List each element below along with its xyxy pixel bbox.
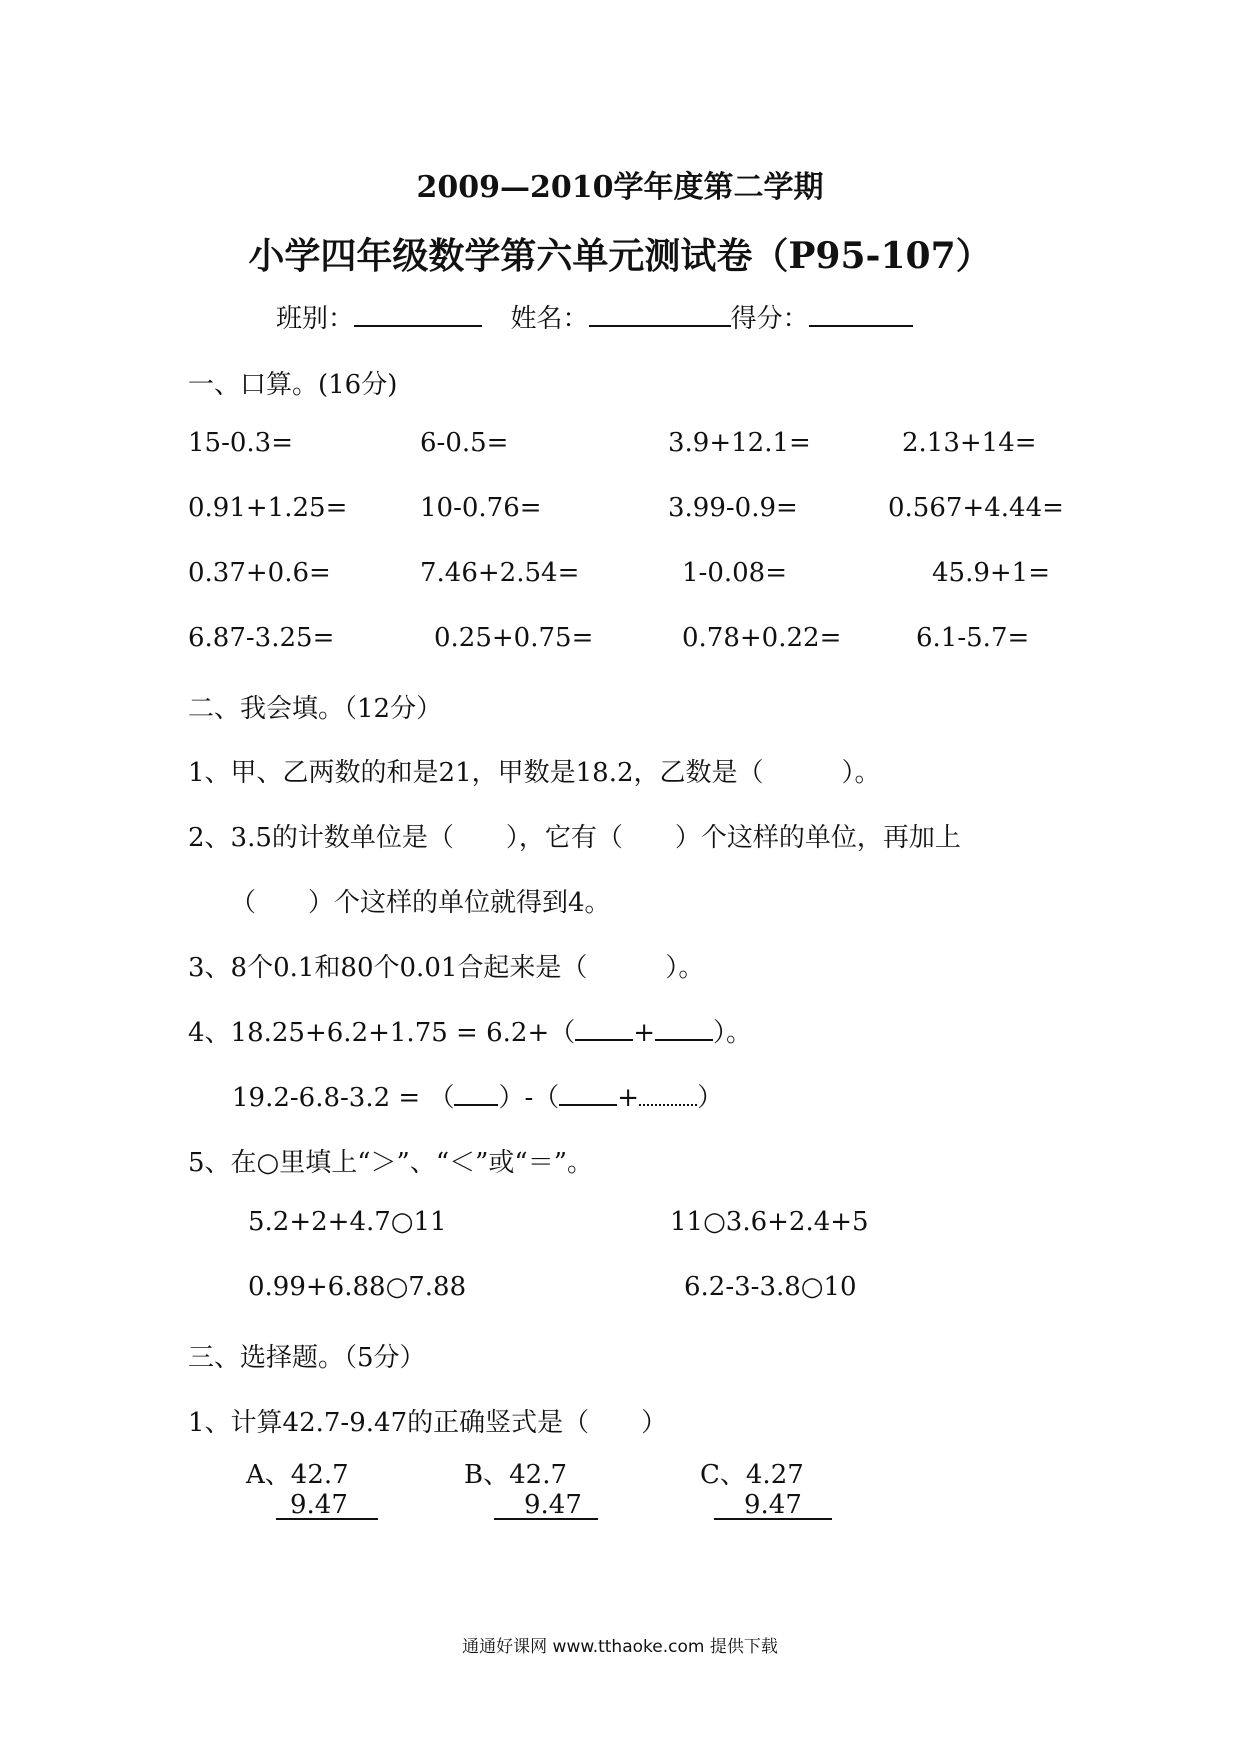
- q4-blank-1[interactable]: [575, 1013, 633, 1041]
- option-b-top: B、42.7: [464, 1460, 567, 1490]
- section1-heading: 一、口算。(16分): [188, 370, 398, 400]
- calc-item: 7.46+2.54=: [420, 558, 580, 588]
- compare-item: 6.2-3-3.8○10: [684, 1272, 857, 1302]
- q4-line2-blank-2[interactable]: [559, 1078, 617, 1106]
- calc-item: 15-0.3=: [188, 428, 294, 458]
- question-2-3: 3、8个0.1和80个0.01合起来是（ ）。: [188, 953, 705, 983]
- student-info-row: [276, 298, 913, 335]
- calc-item: 0.37+0.6=: [188, 558, 331, 588]
- calc-item: 0.25+0.75=: [434, 623, 594, 653]
- compare-item: 11○3.6+2.4+5: [670, 1207, 869, 1237]
- calc-item: 0.91+1.25=: [188, 493, 348, 523]
- footer-text: 通通好课网 www.tthaoke.com 提供下载: [462, 1637, 778, 1657]
- calc-item: 0.78+0.22=: [682, 623, 842, 653]
- compare-item: 0.99+6.88○7.88: [248, 1272, 467, 1302]
- question-2-4-line1: [188, 1012, 752, 1049]
- calc-item: 6.1-5.7=: [916, 623, 1030, 653]
- calc-item: 6.87-3.25=: [188, 623, 335, 653]
- option-a-top: A、42.7: [246, 1460, 349, 1490]
- option-b-rule: [494, 1518, 598, 1520]
- q4-blank-2[interactable]: [655, 1013, 713, 1041]
- question-3-1: 1、计算42.7-9.47的正确竖式是（ ）: [188, 1408, 668, 1438]
- q4-line2-plus: +: [617, 1083, 640, 1113]
- score-blank[interactable]: [809, 299, 913, 327]
- calc-item: 6-0.5=: [420, 428, 509, 458]
- q4-line2-suffix: ）: [697, 1083, 724, 1113]
- q4-plus: +: [633, 1018, 656, 1048]
- calc-item: 1-0.08=: [682, 558, 788, 588]
- q4-line2-blank-1[interactable]: [454, 1078, 498, 1106]
- option-b-bottom: 9.47: [524, 1490, 582, 1520]
- calc-item: 0.567+4.44=: [888, 493, 1064, 523]
- question-2-2-line1: 2、3.5的计数单位是（ ），它有（ ）个这样的单位，再加上: [188, 823, 961, 853]
- q4-line2-mid: ）-（: [498, 1083, 560, 1113]
- q4-line2-blank-3[interactable]: [639, 1078, 697, 1106]
- calc-item: 2.13+14=: [902, 428, 1037, 458]
- section3-heading: 三、选择题。（5分）: [188, 1343, 426, 1373]
- question-2-2-line2: （ ）个这样的单位就得到4。: [230, 888, 611, 918]
- section2-heading: 二、我会填。（12分）: [188, 694, 443, 724]
- calc-item: 3.9+12.1=: [668, 428, 811, 458]
- q4-line2-prefix: 19.2-6.8-3.2 = （: [232, 1083, 455, 1113]
- q4-suffix: ）。: [713, 1018, 753, 1048]
- q4-prefix: 4、18.25+6.2+1.75 = 6.2+（: [188, 1018, 576, 1048]
- question-2-4-line2: [232, 1077, 723, 1114]
- calc-item: 3.99-0.9=: [668, 493, 798, 523]
- score-label: 得分：: [730, 304, 809, 334]
- class-blank[interactable]: [354, 299, 482, 327]
- compare-item: 5.2+2+4.7○11: [248, 1207, 447, 1237]
- option-c-rule: [714, 1518, 832, 1520]
- name-blank[interactable]: [589, 299, 731, 327]
- option-c-bottom: 9.47: [744, 1490, 802, 1520]
- option-c-top: C、4.27: [700, 1460, 804, 1490]
- question-2-5: 5、在○里填上“＞”、“＜”或“＝”。: [188, 1148, 593, 1178]
- term-title: 2009—2010学年度第二学期: [416, 170, 824, 205]
- calc-item: 45.9+1=: [932, 558, 1051, 588]
- class-label: 班别：: [276, 304, 355, 334]
- test-title: 小学四年级数学第六单元测试卷（P95-107）: [248, 235, 992, 277]
- option-a-rule: [276, 1518, 378, 1520]
- calc-item: 10-0.76=: [420, 493, 542, 523]
- question-2-1: 1、甲、乙两数的和是21，甲数是18.2，乙数是（ ）。: [188, 758, 881, 788]
- option-a-bottom: 9.47: [290, 1490, 348, 1520]
- name-label: 姓名：: [510, 304, 589, 334]
